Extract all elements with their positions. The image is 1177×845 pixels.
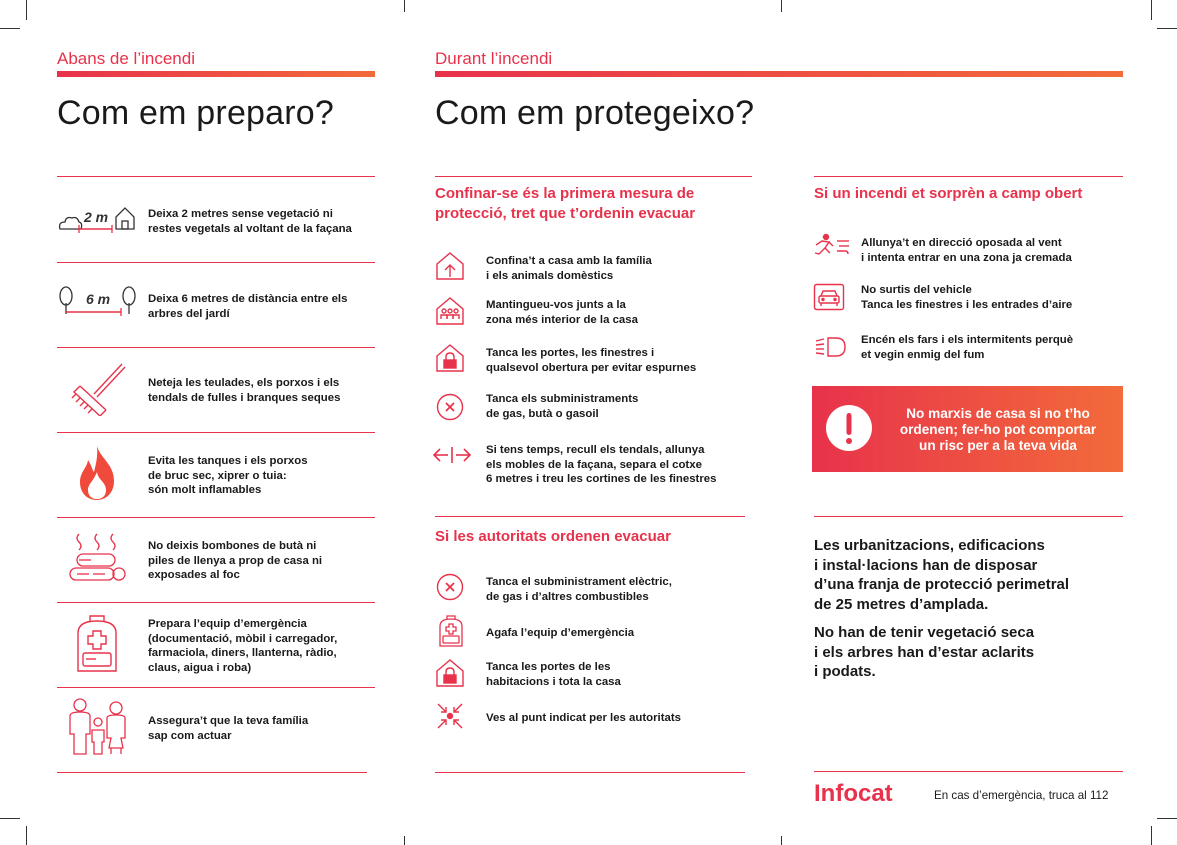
list-item: No surtis del vehicle Tanca les finestres i les entrades d’aire xyxy=(861,284,1073,311)
divider xyxy=(435,772,745,773)
divider xyxy=(57,176,375,177)
exclamation-icon xyxy=(825,404,873,452)
crop-mark xyxy=(1151,826,1152,845)
divider xyxy=(57,262,375,263)
crop-mark xyxy=(781,0,782,12)
evacuate-heading: Si les autoritats ordenen evacuar xyxy=(435,528,671,545)
list-item: Tanca les portes de les habitacions i tota la casa xyxy=(486,661,621,688)
section-bar xyxy=(57,71,375,77)
divider xyxy=(814,771,1123,772)
section-label-during: Durant l’incendi xyxy=(435,49,553,68)
page-title-prepare: Com em preparo? xyxy=(57,94,335,132)
distance-label-6m: 6 m xyxy=(86,291,111,307)
crop-mark xyxy=(1157,818,1177,819)
list-item: Encén els fars i els intermitents perquè et vegin enmig del fum xyxy=(861,334,1074,361)
cancel-circle-icon xyxy=(436,573,464,601)
rake-icon xyxy=(66,360,128,416)
house-lock-icon xyxy=(435,658,465,688)
divider xyxy=(435,516,745,517)
list-item: Tanca els subministraments de gas, butà o gasoil xyxy=(486,393,639,420)
confine-heading: Confinar-se és la primera mesura de protecció, tret que t’ordenin evacuar xyxy=(435,185,696,222)
crop-mark xyxy=(0,28,20,29)
list-item: Mantingueu-vos junts a la zona més interior de la casa xyxy=(486,299,638,326)
emergency-backpack-icon xyxy=(437,614,465,648)
crop-mark xyxy=(0,818,20,819)
headlights-icon xyxy=(814,336,848,358)
list-item: Si tens temps, recull els tendals, allunya els mobles de la façana, separa el cotxe 6 metres i treu les cortines de les finestres xyxy=(486,444,717,485)
list-item: Confina’t a casa amb la família i els animals domèstics xyxy=(486,255,652,282)
crop-mark xyxy=(1157,28,1177,29)
list-item: Agafa l’equip d’emergència xyxy=(486,627,635,639)
cancel-circle-icon xyxy=(436,393,464,421)
divider xyxy=(57,772,367,773)
section-bar xyxy=(435,71,1123,77)
separate-arrows-icon xyxy=(432,445,472,465)
divider xyxy=(57,517,375,518)
house-people-icon xyxy=(435,296,465,326)
distance-label-2m: 2 m xyxy=(84,209,109,225)
list-item: Assegura’t que la teva família sap com actuar xyxy=(148,715,309,742)
meeting-point-icon xyxy=(436,702,464,730)
urbanization-text: Les urbanitzacions, edificacions i instal·lacions han de disposar d’una franja de protecció perimetral de 25 metres d’amplada. xyxy=(814,537,1070,613)
emergency-note: En cas d’emergència, truca al 112 xyxy=(934,789,1109,802)
running-person-icon xyxy=(812,233,852,257)
divider xyxy=(814,516,1123,517)
divider xyxy=(57,432,375,433)
list-item: Allunya’t en direcció oposada al vent i intenta entrar en una zona ja cremada xyxy=(861,237,1072,264)
section-label-before: Abans de l’incendi xyxy=(57,49,195,68)
crop-mark xyxy=(26,826,27,845)
warning-text: No marxis de casa si no t’ho ordenen; fer-ho pot comportar un risc per a la teva vida xyxy=(899,406,1097,453)
divider xyxy=(814,176,1123,177)
family-icon xyxy=(66,698,130,756)
divider xyxy=(57,687,375,688)
crop-mark xyxy=(404,0,405,12)
fire-icon xyxy=(76,444,118,502)
house-lock-icon xyxy=(435,343,465,373)
crop-mark xyxy=(404,836,405,845)
divider xyxy=(57,602,375,603)
warning-box xyxy=(812,386,1123,472)
list-item: Deixa 2 metres sense vegetació ni restes vegetals al voltant de la façana xyxy=(148,208,352,235)
list-item: Neteja les teulades, els porxos i els tendals de fulles i branques seques xyxy=(148,377,341,404)
crop-mark xyxy=(26,0,27,20)
brand-logo: Infocat xyxy=(814,780,893,807)
crop-mark xyxy=(781,836,782,845)
list-item: No deixis bombones de butà ni piles de llenya a prop de casa ni exposades al foc xyxy=(148,540,323,581)
list-item: Tanca les portes, les finestres i qualsevol obertura per evitar espurnes xyxy=(486,347,697,374)
open-field-heading: Si un incendi et sorprèn a camp obert xyxy=(814,185,1083,202)
list-item: Prepara l’equip d’emergència (documentació, mòbil i carregador, farmaciola, diners, llanterna, ràdio, claus, aigua i roba) xyxy=(148,618,338,674)
emergency-backpack-icon xyxy=(72,613,122,675)
car-icon xyxy=(813,283,845,311)
vegetation-text: No han de tenir vegetació seca i els arbres han d’estar aclarits i podats. xyxy=(814,624,1035,680)
crop-mark xyxy=(1151,0,1152,20)
list-item: Ves al punt indicat per les autoritats xyxy=(486,712,681,724)
divider xyxy=(57,347,375,348)
list-item: Evita les tanques i els porxos de bruc sec, xiprer o tuia: són molt inflamables xyxy=(148,455,308,496)
firewood-icon xyxy=(67,532,127,584)
list-item: Tanca el subministrament elèctric, de gas i d’altres combustibles xyxy=(486,576,672,603)
list-item: Deixa 6 metres de distància entre els arbres del jardí xyxy=(148,293,348,320)
page-title-protect: Com em protegeixo? xyxy=(435,94,755,132)
house-arrow-icon xyxy=(435,251,465,281)
divider xyxy=(435,176,752,177)
